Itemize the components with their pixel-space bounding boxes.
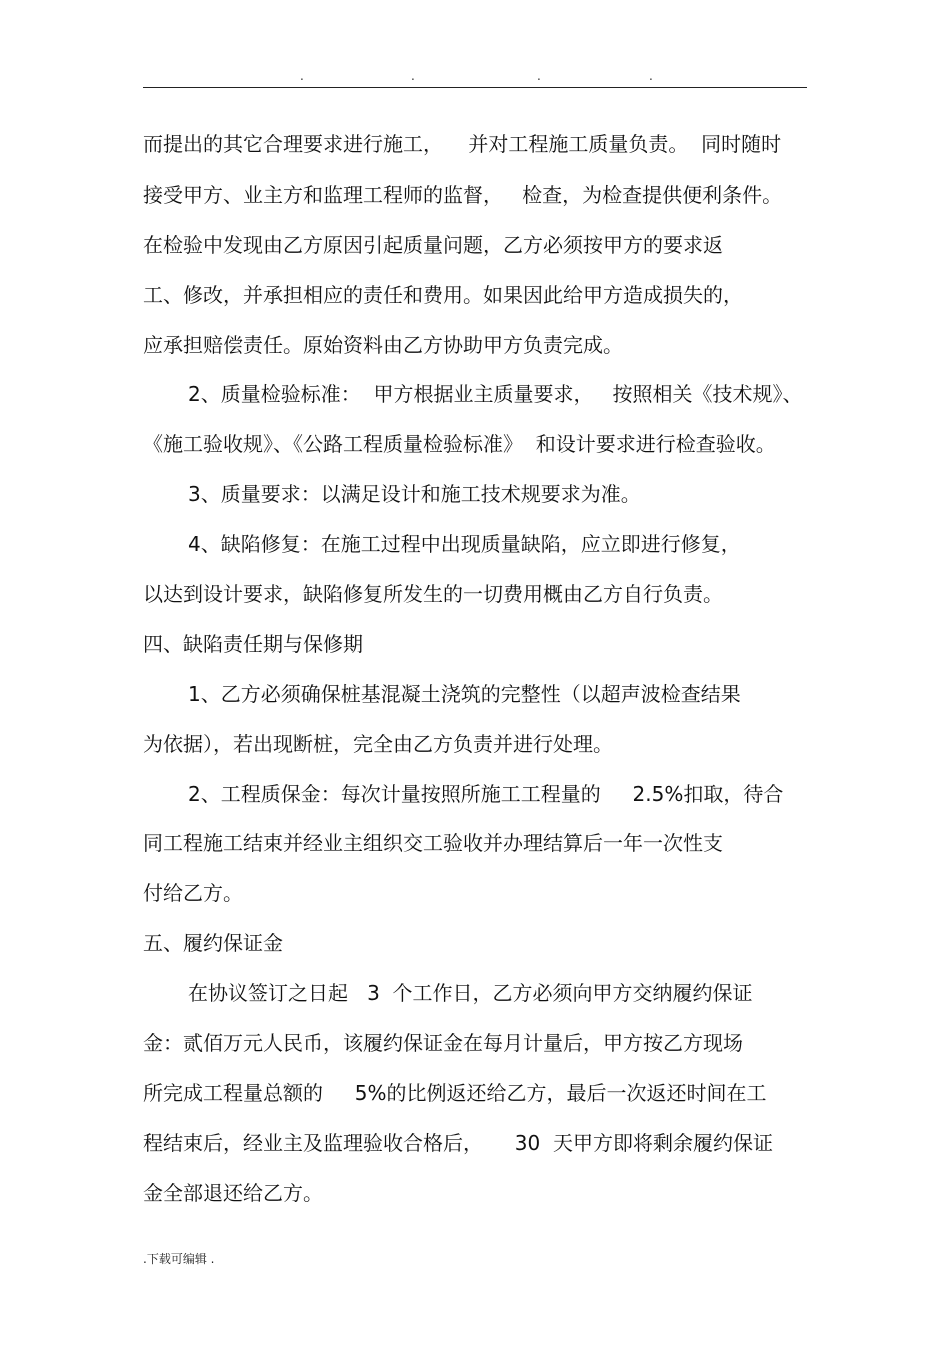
body-line: 而提出的其它合理要求进行施工， 并对工程施工质量负责。 同时随时 [143,132,782,156]
section-heading: 五、履约保证金 [143,931,283,955]
body-line: 2、工程质保金：每次计量按照所施工工程量的 2.5%扣取，待合 [188,782,784,806]
body-line: 1、乙方必须确保桩基混凝土浇筑的完整性（以超声波检查结果 [188,682,741,706]
body-line: 同工程施工结束并经业主组织交工验收并办理结算后一年一次性支 [143,831,723,855]
body-line: 以达到设计要求，缺陷修复所发生的一切费用概由乙方自行负责。 [143,582,723,606]
body-line: 接受甲方、业主方和监理工程师的监督， 检查，为检查提供便利条件。 [143,183,783,207]
body-line: 在检验中发现由乙方原因引起质量问题，乙方必须按甲方的要求返 [143,233,723,257]
header-dot: . [537,69,541,83]
header-dot: . [300,69,304,83]
header-dot: . [411,69,415,83]
body-line: 程结束后，经业主及监理验收合格后， 30 天甲方即将剩余履约保证 [143,1131,773,1155]
header-rule [143,87,807,88]
body-line: 在协议签订之日起 3 个工作日，乙方必须向甲方交纳履约保证 [188,981,753,1005]
body-line: 2、质量检验标准： 甲方根据业主质量要求， 按照相关《技术规》、 [188,382,803,406]
body-line: 付给乙方。 [143,881,243,905]
footer-note: .下载可编辑 . [143,1252,215,1266]
body-line: 3、质量要求：以满足设计和施工技术规要求为准。 [188,482,641,506]
body-line: 金全部退还给乙方。 [143,1181,323,1205]
body-line: 为依据），若出现断桩，完全由乙方负责并进行处理。 [143,732,613,756]
body-line: 所完成工程量总额的 5%的比例返还给乙方，最后一次返还时间在工 [143,1081,767,1105]
body-line: 工、修改，并承担相应的责任和费用。如果因此给甲方造成损失的， [143,283,743,307]
body-line: 《施工验收规》、《公路工程质量检验标准》 和设计要求进行检查验收。 [143,432,776,456]
header-dot: . [649,69,653,83]
section-heading: 四、缺陷责任期与保修期 [143,632,363,656]
body-line: 金：贰佰万元人民币，该履约保证金在每月计量后，甲方按乙方现场 [143,1031,743,1055]
body-line: 4、缺陷修复：在施工过程中出现质量缺陷，应立即进行修复， [188,532,741,556]
body-line: 应承担赔偿责任。原始资料由乙方协助甲方负责完成。 [143,333,623,357]
header-dots [0,70,950,86]
